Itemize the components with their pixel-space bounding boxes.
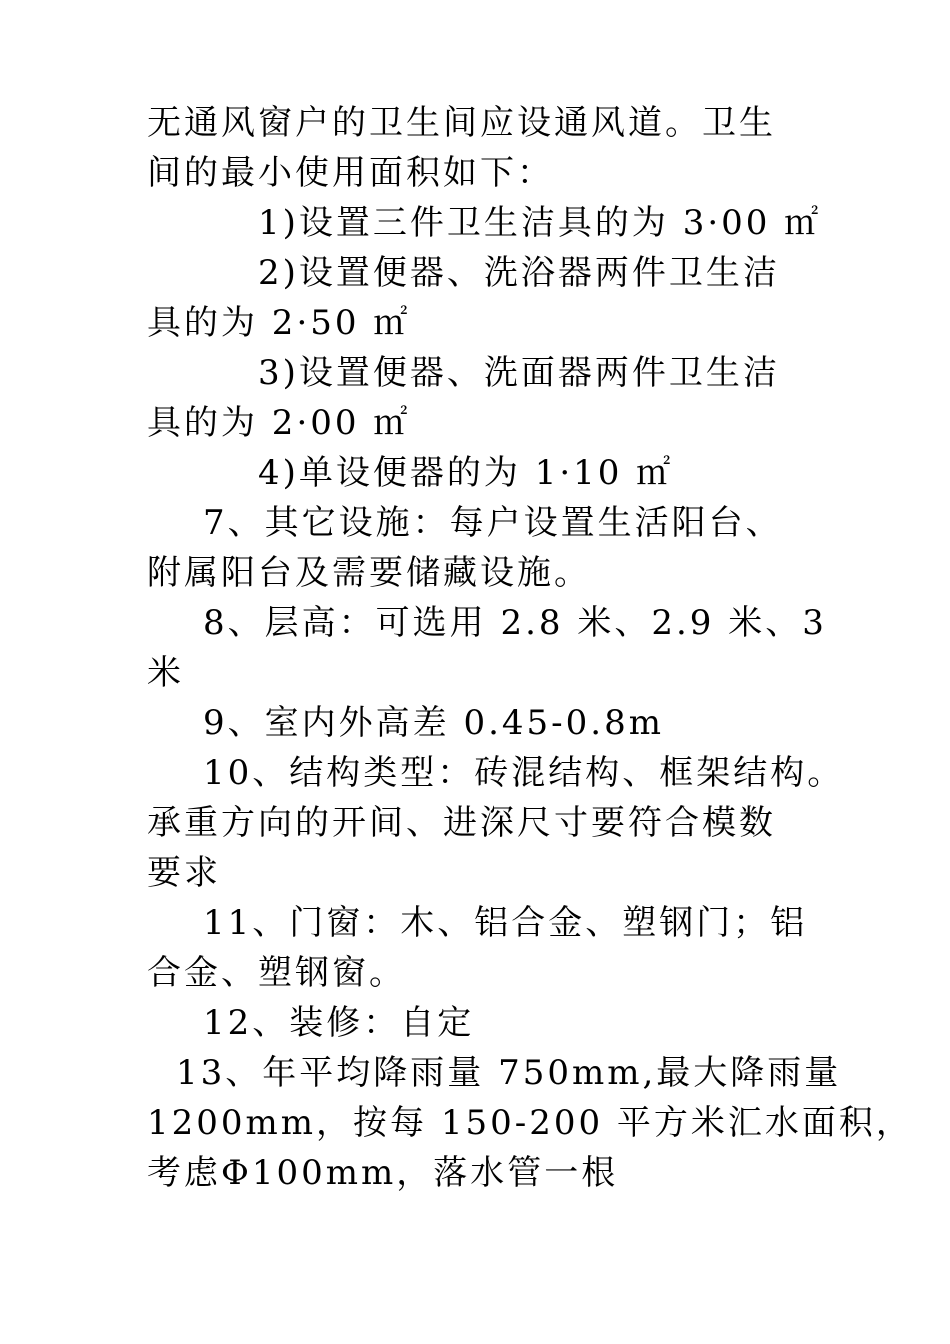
list-item-4: 4)单设便器的为 1·10 ㎡ — [258, 453, 674, 493]
section-9: 9、室内外高差 0.45-0.8m — [203, 703, 664, 743]
list-item-3-continued: 具的为 2·00 ㎡ — [147, 403, 411, 443]
section-8: 8、层高：可选用 2.8 米、2.9 米、3 — [203, 603, 827, 643]
section-7: 7、其它设施：每户设置生活阳台、 — [203, 503, 783, 543]
list-item-2: 2)设置便器、洗浴器两件卫生洁 — [258, 253, 780, 293]
list-item-3: 3)设置便器、洗面器两件卫生洁 — [258, 353, 780, 393]
section-11: 11、门窗：木、铝合金、塑钢门；铝 — [203, 903, 808, 943]
paragraph-line: 无通风窗户的卫生间应设通风道。卫生 — [147, 103, 776, 143]
list-item-2-continued: 具的为 2·50 ㎡ — [147, 303, 411, 343]
section-11-continued: 合金、塑钢窗。 — [147, 953, 406, 993]
section-13: 13、年平均降雨量 750mm,最大降雨量 — [176, 1053, 842, 1093]
paragraph-line: 间的最小使用面积如下： — [147, 153, 554, 193]
section-13-continued: 考虑Φ100mm，落水管一根 — [147, 1153, 619, 1193]
section-13-continued: 1200mm，按每 150-200 平方米汇水面积， — [147, 1103, 913, 1143]
list-item-1: 1)设置三件卫生洁具的为 3·00 ㎡ — [258, 203, 822, 243]
section-10: 10、结构类型：砖混结构、框架结构。 — [203, 753, 845, 793]
section-8-continued: 米 — [147, 653, 184, 693]
section-12: 12、装修：自定 — [203, 1003, 475, 1043]
section-7-continued: 附属阳台及需要储藏设施。 — [147, 553, 591, 593]
section-10-continued: 承重方向的开间、进深尺寸要符合模数 — [147, 803, 776, 843]
section-10-continued: 要求 — [147, 853, 221, 893]
